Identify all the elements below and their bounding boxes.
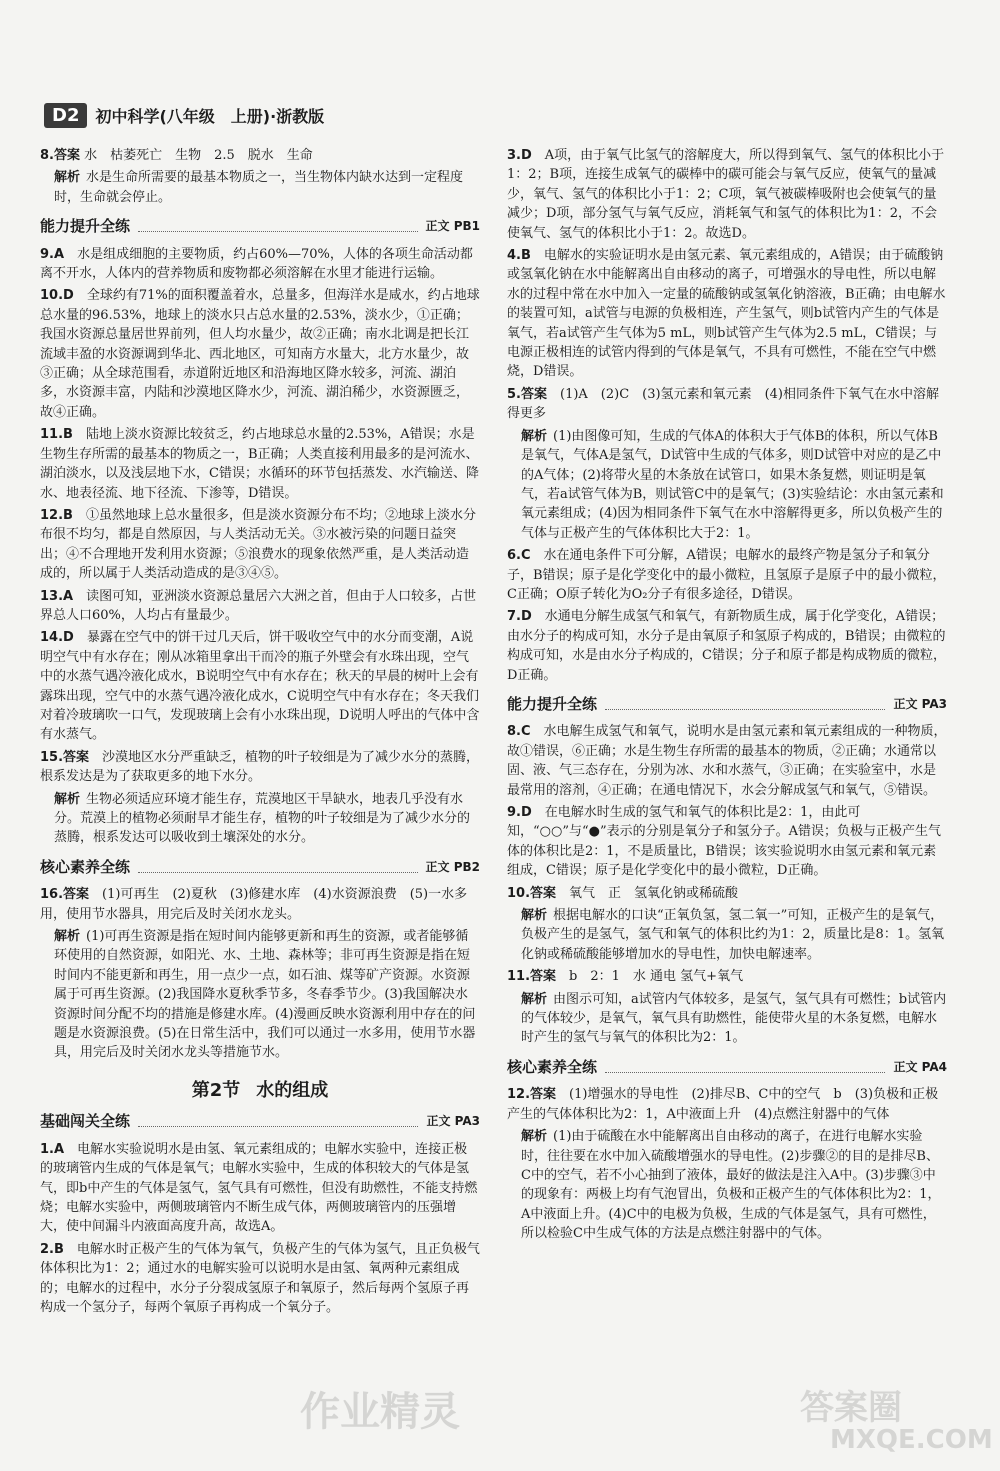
section-header: 基础闯关全练 正文 PA3 [40, 1112, 480, 1131]
analysis-item: 解析 根据电解水的口诀“正氧负氢，氢二氧一”可知，正极产生的是氧气，负极产生的是氢气，氢气和氧气的体积比约为1：2，质量比是8：1。氢氧化钠或稀硫酸能够增加水的导电性，加快电解速率。 [521, 908, 945, 962]
watermark: 作业精灵 [300, 1389, 460, 1435]
answer-item: 7.D 水通电分解生成氢气和氧气，有新物质生成，属于化学变化，A错误；由水分子的构成可知，水分子是由氧原子和氢原子构成的，B错误；由微粒的构成可知，水是由水分子构成的，C错误；分子和原子都是构成物质的微粒，D正确。 [507, 609, 946, 683]
analysis-item: 解析 (1)由图像可知，生成的气体A的体积大于气体B的体积，所以气体B是氧气，气体A是氢气，D试管中生成的气体多，则D试管中对应的是乙中的A气体；(2)将带火星的木条放在试管口，如果木条复燃，则证明是氧气，若a试管气体为B，则试管C中的是氧气；(3)实验结论：水由氢元素和氧元素组成；(4)因为相同条件下氧气在水中溶解得更多，所以负极产生的气体与正极产生的气体体积比大于2：1。 [521, 428, 944, 541]
section-header: 能力提升全练 正文 PA3 [507, 694, 947, 713]
answer-item: 9.A 水是组成细胞的主要物质，约占60%—70%，人体的各项生命活动都离不开水，人体内的营养物质和废物都必须溶解在水里才能进行运输。 [40, 246, 473, 282]
answer-item: 5.答案 (1)A (2)C (3)氢元素和氧元素 (4)相同条件下氧气在水中溶解得更多 [507, 386, 939, 422]
answer-item: 6.C 水在通电条件下可分解，A错误；电解水的最终产物是氢分子和氧分子，B错误；原子是化学变化中的最小微粒，且氢原子是原子中的最小微粒，C正确；O原子转化为O₂分子有很多途径，D错误。 [507, 548, 946, 602]
answer-item: 11.B 陆地上淡水资源比较贫乏，约占地球总水量的2.53%，A错误；水是生物生存所需的最基本的物质之一，B正确；人类直接利用最多的是河流水、湖泊淡水，以及浅层地下水，C错误；水循环的环节包括蒸发、水汽输送、降水、地表径流、地下径流、下渗等，D错误。 [40, 427, 479, 501]
page-header [44, 100, 324, 130]
page-badge: D2 [44, 103, 87, 128]
answer-item: 9.D 在电解水时生成的氢气和氧气的体积比是2：1，由此可知，“○○”与“●”表示的分别是氧分子和氢分子。A错误；负极与正极产生气体的体积比是2：1，不是质量比，B错误；该实验说明水由氢元素和氧元素组成，C错误；原子是化学变化中的最小微粒，D正确。 [507, 805, 942, 879]
section-header: 核心素养全练 正文 PA4 [507, 1057, 947, 1076]
answer-item: 10.答案 氧气 正 氢氧化钠或稀硫酸 [507, 885, 739, 901]
answer-item: 15.答案 沙漠地区水分严重缺乏，植物的叶子较细是为了减少水分的蒸腾，根系发达是为了获取更多的地下水分。 [40, 749, 480, 785]
answer-item: 1.A 电解水实验说明水是由氢、氧元素组成的；电解水实验中，连接正极的玻璃管内生成的气体是氧气；电解水实验中，生成的体积较大的气体是氢气，即b中产生的气体是氢气，氢气具有可燃性，但没有助燃性，不能支持燃烧；电解水实验中，两侧玻璃管内不断生成气体，两侧玻璃管内的压强增大，使中间漏斗内液面高度升高，故选A。 [40, 1141, 478, 1235]
analysis-item: 解析 由图示可知，a试管内气体较多，是氢气，氢气具有可燃性；b试管内的气体较少，是氧气，氧气具有助燃性，能使带火星的木条复燃，电解水时产生的氢气与氧气的体积比为2：1。 [521, 991, 947, 1046]
analysis-item: 解析 生物必须适应环境才能生存，荒漠地区干旱缺水，地表几乎没有水分。荒漠上的植物必须耐旱才能生存，植物的叶子较细是为了减少水分的蒸腾，根系发达可以吸收到土壤深处的水分。 [54, 791, 471, 846]
answer-item: 10.D 全球约有71%的面积覆盖着水，总量多，但海洋水是咸水，约占地球总水量的96.53%，地球上的淡水只占总水量的2.53%，淡水少，①正确；我国水资源总量居世界前列，但人均水量少，故②正确；南水北调是把长江流域丰盈的水资源调到华北、西北地区，可知南方水量大，北方水量少，故③正确；从全球范围看，赤道附近地区和沿海地区降水较多，河流、湖泊多，水资源丰富，内陆和沙漠地区降水少，河流、湖泊稀少，水资源匮乏，故④正确。 [40, 288, 480, 420]
answer-item: 11.答案 b 2：1 水 通电 氢气+氧气 [507, 969, 744, 985]
watermark: 答案圈 [800, 1388, 902, 1428]
analysis-item: 解析 水是生命所需要的最基本物质之一，当生物体内缺水达到一定程度时，生命就会停止。 [54, 170, 464, 205]
analysis-item: 解析 (1)可再生资源是指在短时间内能够更新和再生的资源，或者能够循环使用的自然资源，如阳光、水、土地、森林等；非可再生资源是指在短时间内不能更新和再生，用一点少一点，如石油、煤等矿产资源。水资源属于可再生资源。(2)我国降水夏秋季节多，冬春季节少。(3)我国解决水资源时间分配不均的措施是修建水库。(4)漫画反映水资源利用中存在的问题是水资源浪费。(5)在日常生活中，我们可以通过一水多用，使用节水器具，用完后及时关闭水龙头等措施节水。 [54, 929, 476, 1061]
answer-item: 3.D A项，由于氧气比氢气的溶解度大，所以得到氧气、氢气的体积比小于1：2；B项，连接生成氧气的碳棒中的碳可能会与氧气反应，使氧气的量减少，氧气、氢气的体积比小于1：2；C项，氧气被碳棒吸附也会使氧气的量减少；D项，部分氢气与氧气反应，消耗氧气和氢气的体积比为1：2，不会使氧气、氢气的体积比小于1：2。故选D。 [507, 148, 945, 241]
answer-item: 12.B ①虽然地球上总水量很多，但是淡水资源分布不均；②地球上淡水分布很不均匀，都是自然原因，与人类活动无关。③水被污染的问题日益突出；④不合理地开发利用水资源；⑤浪费水的现象依然严重，是人类活动造成的，所以属于人类活动造成的是③④⑤。 [40, 507, 476, 582]
answer-item: 2.B 电解水时正极产生的气体为氧气，负极产生的气体为氢气，且正负极气体体积比为1：2；通过水的电解实验可以说明水是由氢、氧两种元素组成的；电解水的过程中，水分子分裂成氢原子和氧原子，然后每两个氢原子再构成一个氢分子，每两个氧原子再构成一个氧分子。 [40, 1241, 480, 1315]
answer-item: 4.B 电解水的实验证明水是由氢元素、氧元素组成的，A错误；由于硫酸钠或氢氧化钠在水中能解离出自由移动的离子，可增强水的导电性，所以电解水的过程中常在水中加入一定量的硫酸钠或氢氧化钠溶液，B正确；由电解水的装置可知，a试管与电源的负极相连，产生氢气，则b试管内产生的气体是氧气，若a试管产生气体为5 mL，则b试管产生气体为2.5 mL，C错误；与电源正极相连的试管内得到的气体是氧气，不具有可燃性，不能在空气中燃烧，D错误。 [507, 248, 946, 380]
answer-item: 8.答案 水 枯萎死亡 生物 2.5 脱水 生命 [40, 148, 313, 163]
section-header: 核心素养全练 正文 PB2 [40, 857, 480, 876]
answer-item: 12.答案 (1)增强水的导电性 (2)排尽B、C中的空气 b (3)负极和正极产生的气体体积比为2：1，A中液面上升 (4)点燃注射器中的气体 [507, 1087, 939, 1122]
chapter-title: 第2节 水的组成 [191, 1079, 329, 1101]
section-header: 能力提升全练 正文 PB1 [40, 217, 480, 236]
answer-item: 13.A 读图可知，亚洲淡水资源总量居六大洲之首，但由于人口较多，占世界总人口60%，人均占有量最少。 [40, 588, 477, 623]
watermark: MXQE.COM [830, 1425, 993, 1455]
answer-item: 8.C 水电解生成氢气和氧气，说明水是由氢元素和氧元素组成的一种物质，故①错误，⑥正确；水是生物生存所需的最基本的物质，②正确；水通常以固、液、气三态存在，分别为冰、水和水蒸气，③正确；在实验室中，水是最常用的溶剂，④正确；在通电情况下，水会分解成氢气和氧气，⑤错误。 [507, 724, 947, 798]
book-title: 初中科学(八年级 上册)·浙教版 [95, 106, 325, 126]
answer-item: 16.答案 (1)可再生 (2)夏秋 (3)修建水库 (4)水资源浪费 (5)一水多用，使用节水器具，用完后及时关闭水龙头。 [40, 887, 468, 922]
answer-item: 14.D 暴露在空气中的饼干过几天后，饼干吸收空气中的水分而变潮，A说明空气中有水存在；刚从冰箱里拿出干而冷的瓶子外壁会有水珠出现，空气中的水蒸气遇冷液化成水，B说明空气中有水存在；秋天的早晨的树叶上会有露珠出现，空气中的水蒸气遇冷液化成水，C说明空气中有水存在；冬天我们对着冷玻璃吹一口气，发现玻璃上会有小水珠出现，D说明人呼出的气体中含有水蒸气。 [40, 630, 480, 743]
left-column [40, 146, 480, 1320]
analysis-item: 解析 (1)由于硫酸在水中能解离出自由移动的离子，在进行电解水实验时，往往要在水中加入硫酸增强水的导电性。(2)步骤②的目的是排尽B、C中的空气，若不小心抽到了液体，最好的做法是注入A中。(3)步骤③中的现象有：两极上均有气泡冒出，负极和正极产生的气体体积比为2：1，A中液面上升。(4)C中的电极为负极，生成的气体是氢气，具有可燃性，所以检验C中生成气体的方法是点燃注射器中的气体。 [521, 1129, 941, 1242]
right-column [507, 146, 947, 1247]
